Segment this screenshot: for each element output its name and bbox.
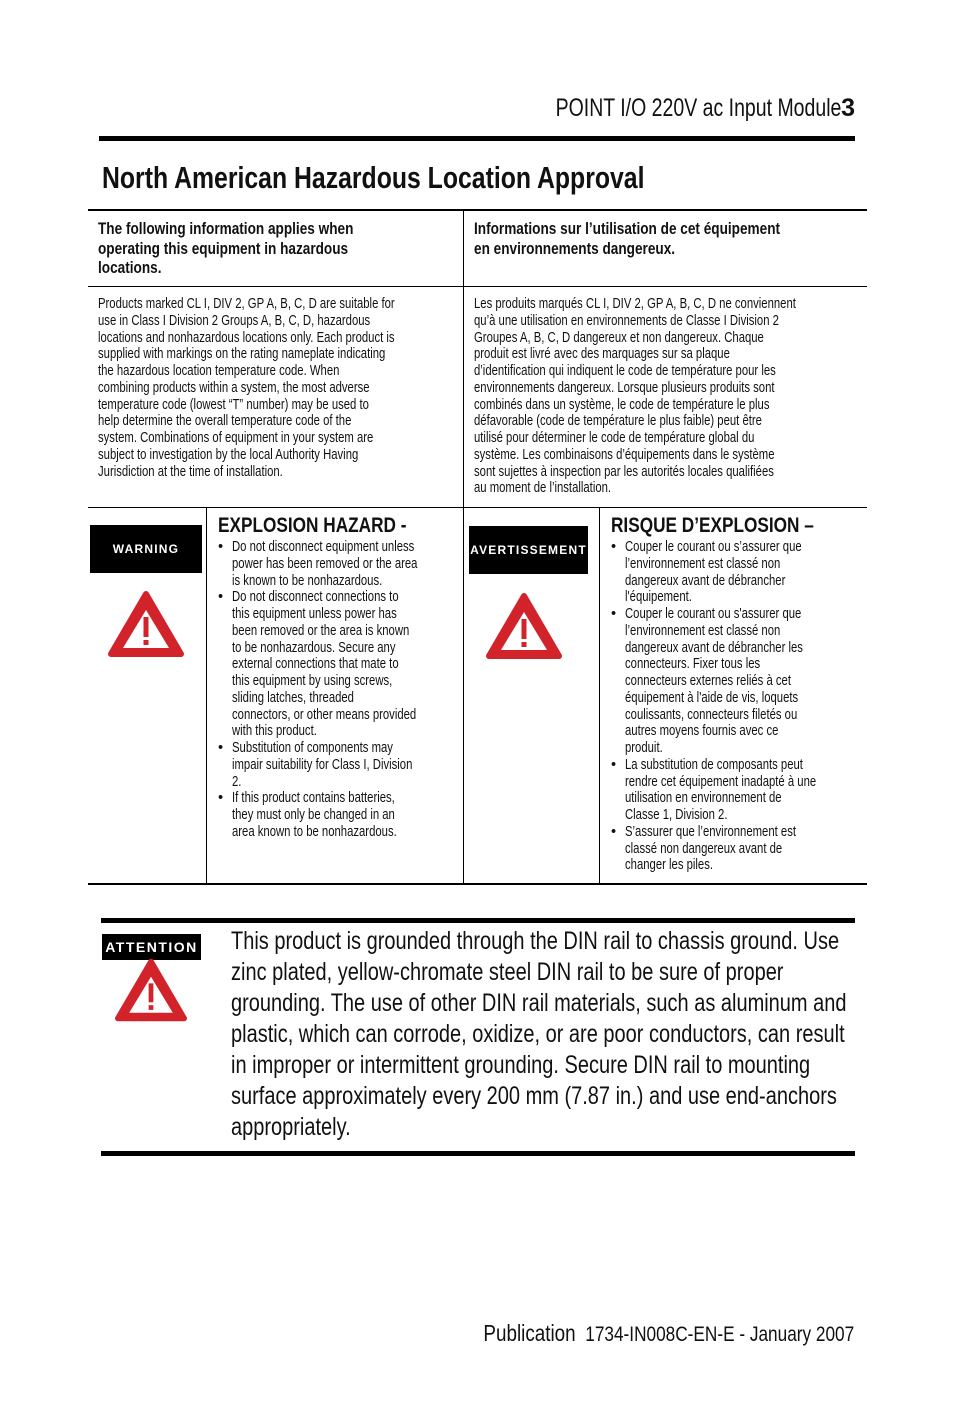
body-line: combining products within a system, the most adverse xyxy=(98,379,370,396)
body-line: locations and nonhazardous locations only. Each product is xyxy=(98,329,395,346)
bullet-line: connectors, or other means provided xyxy=(232,706,417,723)
header-title: POINT I/O 220V ac Input Module xyxy=(555,94,841,122)
attention-line: zinc plated, yellow-chromate steel DIN rail to be sure of proper xyxy=(231,958,784,986)
publication-id: 1734-IN008C-EN-E - January 2007 xyxy=(585,1323,854,1346)
bullet-line: utilisation en environnement de xyxy=(625,790,782,807)
body-line: supplied with markings on the rating nameplate indicating xyxy=(98,346,386,363)
heading-line: en environnements dangereux. xyxy=(474,238,676,258)
bullet-item xyxy=(218,740,470,790)
warning-triangle-icon xyxy=(486,592,562,660)
bullet-line: classé non dangereux avant de xyxy=(625,840,783,857)
bullet-line: • La substitution de composants peut xyxy=(625,756,803,773)
bullet-line: • Couper le courant ou s’assurer que xyxy=(625,539,802,555)
body-line: d’identification qui indiquent le code de température pour les xyxy=(474,363,776,379)
bullet-item xyxy=(611,539,870,606)
page-number: 3 xyxy=(841,94,855,122)
bullet-line: dangereux avant de débrancher xyxy=(625,572,786,589)
body-line: combinés dans un système, le code de température le plus xyxy=(474,396,770,413)
body-line: défavorable (code de température le plus faible) peut être xyxy=(474,413,762,430)
body-line: au moment de l’installation. xyxy=(474,480,612,497)
attention-line: surface approximately every 200 mm (7.87 in.) and use end-anchors xyxy=(231,1082,837,1110)
bullet-item xyxy=(611,606,870,757)
body-line: Jurisdiction at the time of installation. xyxy=(98,463,283,480)
avertissement-badge: AVERTISSEMENT xyxy=(469,526,588,574)
bullet-line: rendre cet équipement inadapté à une xyxy=(625,773,817,790)
body-line: subject to investigation by the local Authority Having xyxy=(98,446,359,463)
section-title: North American Hazardous Location Approval xyxy=(102,160,645,195)
attention-badge: ATTENTION xyxy=(102,934,201,960)
warning-triangle-icon xyxy=(115,956,187,1024)
bullet-line: • Do not disconnect equipment unless xyxy=(232,539,415,555)
body-line: Groupes A, B, C, D dangereux et non dangereux. Chaque xyxy=(474,329,764,346)
bullet-line: l'équipement. xyxy=(625,589,692,606)
table-rule-top xyxy=(88,209,867,211)
body-line: système. Les combinaisons d’équipements dans le système xyxy=(474,446,775,463)
heading-line: The following information applies when xyxy=(98,219,354,238)
body-line: help determine the overall temperature code of the xyxy=(98,413,352,430)
bullet-line: been removed or the area is known xyxy=(232,622,410,639)
bullet-line: l’environnement est classé non xyxy=(625,622,781,639)
bullet-line: connecteurs. Fixer tous les xyxy=(625,656,761,673)
bullet-line: to be nonhazardous. Secure any xyxy=(232,639,396,656)
bullet-line: • S’assurer que l’environnement est xyxy=(625,823,797,840)
publication-footer xyxy=(402,1320,854,1347)
bullet-item xyxy=(218,539,470,589)
warning-triangle-icon xyxy=(108,590,184,658)
bullet-item xyxy=(218,589,470,740)
bullet-line: • Do not disconnect connections to xyxy=(232,589,399,606)
heading-line: locations. xyxy=(98,258,162,277)
body-line: sont sujettes à inspection par les autorités locales qualifiées xyxy=(474,463,774,480)
attention-text xyxy=(231,926,954,1143)
attention-line: plastic, which can corrode, oxidize, or are poor conductors, can result xyxy=(231,1020,845,1048)
bullet-item xyxy=(218,790,470,840)
table-rule xyxy=(88,286,867,287)
body-line: Les produits marqués CL I, DIV 2, GP A, B, C, D ne conviennent xyxy=(474,296,796,312)
table-heading-en xyxy=(98,219,417,278)
bullet-line: connecteurs externes reliés à cet xyxy=(625,673,791,689)
attention-line: grounding. The use of other DIN rail materials, such as aluminum and xyxy=(231,989,847,1017)
bullet-line: area known to be nonhazardous. xyxy=(232,823,397,840)
table-rule xyxy=(88,507,867,508)
bullet-line: • Couper le courant ou s'assurer que xyxy=(625,606,802,622)
bullet-line: is known to be nonhazardous. xyxy=(232,572,383,589)
explosion-hazard-title: EXPLOSION HAZARD - xyxy=(218,514,407,537)
header-rule xyxy=(99,136,855,141)
bullet-item xyxy=(611,757,870,824)
bullet-line: external connections that mate to xyxy=(232,656,399,673)
bullet-line: dangereux avant de débrancher les xyxy=(625,639,803,656)
body-line: produit est livré avec des marquages sur sa plaque xyxy=(474,346,730,363)
bullet-line: Classe 1, Division 2. xyxy=(625,807,728,823)
hazloc-text-fr xyxy=(474,296,887,497)
attention-line: in improper or intermittent grounding. Secure DIN rail to mounting xyxy=(231,1051,811,1079)
body-line: system. Combinations of equipment in your system are xyxy=(98,430,374,446)
bullet-line: they must only be changed in an xyxy=(232,807,395,823)
bullet-line: • Substitution of components may xyxy=(232,740,393,756)
table-divider xyxy=(599,508,600,884)
bullet-line: this equipment unless power has xyxy=(232,606,397,622)
body-line: Products marked CL I, DIV 2, GP A, B, C, D are suitable for xyxy=(98,296,395,312)
heading-line: Informations sur l’utilisation de cet équipement xyxy=(474,219,781,238)
attention-line: appropriately. xyxy=(231,1113,351,1141)
bullet-line: changer les piles. xyxy=(625,857,714,874)
attention-rule-bottom xyxy=(101,1151,855,1156)
attention-rule-top xyxy=(101,918,855,923)
bullet-line: 2. xyxy=(232,773,242,790)
body-line: use in Class I Division 2 Groups A, B, C, D, hazardous xyxy=(98,312,371,329)
bullet-line: autres moyens fournis avec ce xyxy=(625,723,779,740)
hazloc-text-en xyxy=(98,296,478,480)
body-line: qu’à une utilisation en environnements de Classe I Division 2 xyxy=(474,312,779,329)
body-line: utilisé pour déterminer le code de température global du xyxy=(474,430,755,446)
bullet-line: • If this product contains batteries, xyxy=(232,790,395,807)
body-line: the hazardous location temperature code. When xyxy=(98,363,340,379)
body-line: temperature code (lowest “T” number) may be used to xyxy=(98,396,369,413)
body-line: environnements dangereux. Lorsque plusieurs produits sont xyxy=(474,379,775,396)
attention-line: This product is grounded through the DIN rail to chassis ground. Use xyxy=(231,927,840,955)
bullet-line: équipement à l'aide de vis, loquets xyxy=(625,689,799,706)
bullet-line: this equipment by using screws, xyxy=(232,673,393,689)
risque-explosion-title: RISQUE D’EXPLOSION – xyxy=(611,514,814,537)
bullet-item xyxy=(611,824,870,874)
heading-line: operating this equipment in hazardous xyxy=(98,238,349,258)
publication-label: Publication xyxy=(483,1320,576,1346)
warning-badge: WARNING xyxy=(90,525,202,573)
bullet-line: l’environnement est classé non xyxy=(625,555,781,572)
bullet-line: impair suitability for Class I, Division xyxy=(232,756,413,773)
avertissement-bullet-list xyxy=(611,539,870,874)
bullet-line: coulissants, connecteurs filetés ou xyxy=(625,706,798,723)
bullet-line: produit. xyxy=(625,740,663,756)
warning-bullet-list xyxy=(218,539,470,841)
table-divider xyxy=(206,508,207,884)
bullet-line: sliding latches, threaded xyxy=(232,689,354,706)
bullet-line: with this product. xyxy=(232,723,317,740)
bullet-line: power has been removed or the area xyxy=(232,555,418,572)
table-rule-bottom xyxy=(88,883,867,885)
table-heading-fr xyxy=(474,219,857,258)
